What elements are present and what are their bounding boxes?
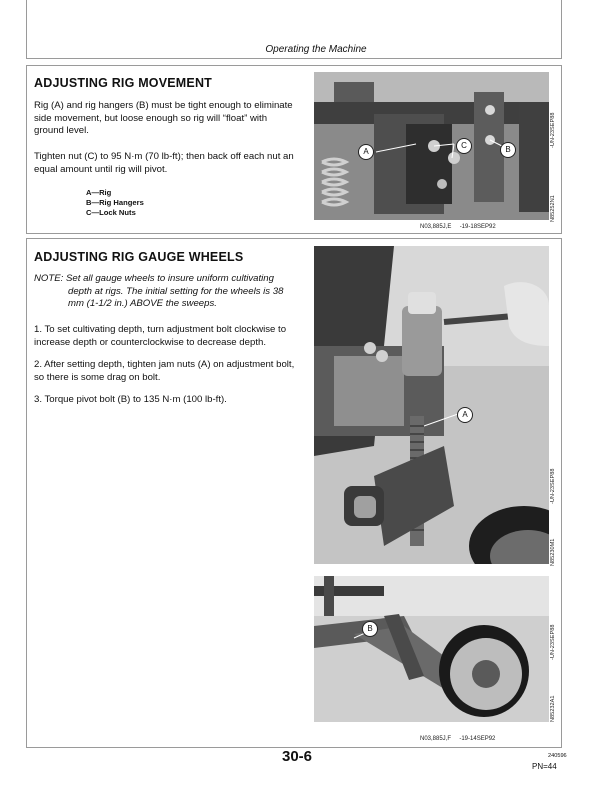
photo-pivot-bolt (314, 576, 549, 722)
photo-adjustment-bolt (314, 246, 549, 564)
note-gauge-wheels (34, 273, 298, 311)
figure1-side-label (550, 152, 556, 222)
figure3-side-label (550, 664, 556, 722)
figure2-side-date (550, 440, 556, 504)
figure2-side-date-text: -UN-23SEP88 (550, 468, 556, 504)
paragraph-rig-float: Rig (A) and rig hangers (B) must be tight enough to eliminate side movement, but loose enough so rig will “float” with ground level. (34, 100, 293, 137)
figure1-side-date (550, 72, 556, 148)
figure2-side-id: N85230M1 (550, 538, 556, 566)
page-header-title: Operating the Machine (265, 44, 367, 55)
callout-b: B (500, 142, 516, 158)
figure3-side-id: N85232A1 (550, 695, 556, 722)
figure1-caption: N03,885J,E -19-18SEP92 (420, 224, 496, 230)
figure3-side-date (550, 600, 556, 660)
figure-legend (86, 188, 144, 218)
figure3-side-date-text: -UN-23SEP88 (550, 624, 556, 660)
footer-pn: PN=44 (532, 762, 557, 771)
figure2-side-label (550, 508, 556, 566)
callout-a-jam-nuts: A (457, 407, 473, 423)
callout-a: A (358, 144, 374, 160)
callout-b-pivot-bolt: B (362, 621, 378, 637)
note-label: NOTE: (34, 273, 64, 284)
paragraph-tighten-nut: Tighten nut (C) to 95 N·m (70 lb-ft); then back off each nut an equal amount until rig will pivot. (34, 151, 294, 175)
figure2-caption: N03,885J,F -19-14SEP92 (420, 736, 496, 742)
step-2: 2. After setting depth, tighten jam nuts (A) on adjustment bolt, so there is some drag on bolt. (34, 359, 295, 383)
callout-c: C (456, 138, 472, 154)
photo-rig-hangers (314, 72, 549, 220)
figure1-side-id: N85252N1 (550, 195, 556, 222)
figure1-side-date-text: -UN-23SEP88 (550, 112, 556, 148)
step-3: 3. Torque pivot bolt (B) to 135 N·m (100 lb-ft). (34, 394, 227, 405)
step-1: 1. To set cultivating depth, turn adjustment bolt clockwise to increase depth or counterclockwise to decrease depth. (34, 324, 287, 348)
legend-item-lock-nuts: C—Lock Nuts (86, 208, 136, 217)
legend-item-rig: A—Rig (86, 188, 112, 197)
note-rest: depth at rigs. The initial setting for the wheels is 38 mm (1-1/2 in.) ABOVE the sweeps. (68, 285, 284, 310)
footer-code: 240596 (548, 753, 567, 759)
note-first-line: Set all gauge wheels to insure uniform cultivating (66, 273, 274, 284)
section-heading-gauge-wheels: ADJUSTING RIG GAUGE WHEELS (34, 250, 244, 264)
page-number: 30-6 (282, 748, 313, 765)
section-heading-rig-movement: ADJUSTING RIG MOVEMENT (34, 76, 213, 90)
legend-item-rig-hangers: B—Rig Hangers (86, 198, 144, 207)
